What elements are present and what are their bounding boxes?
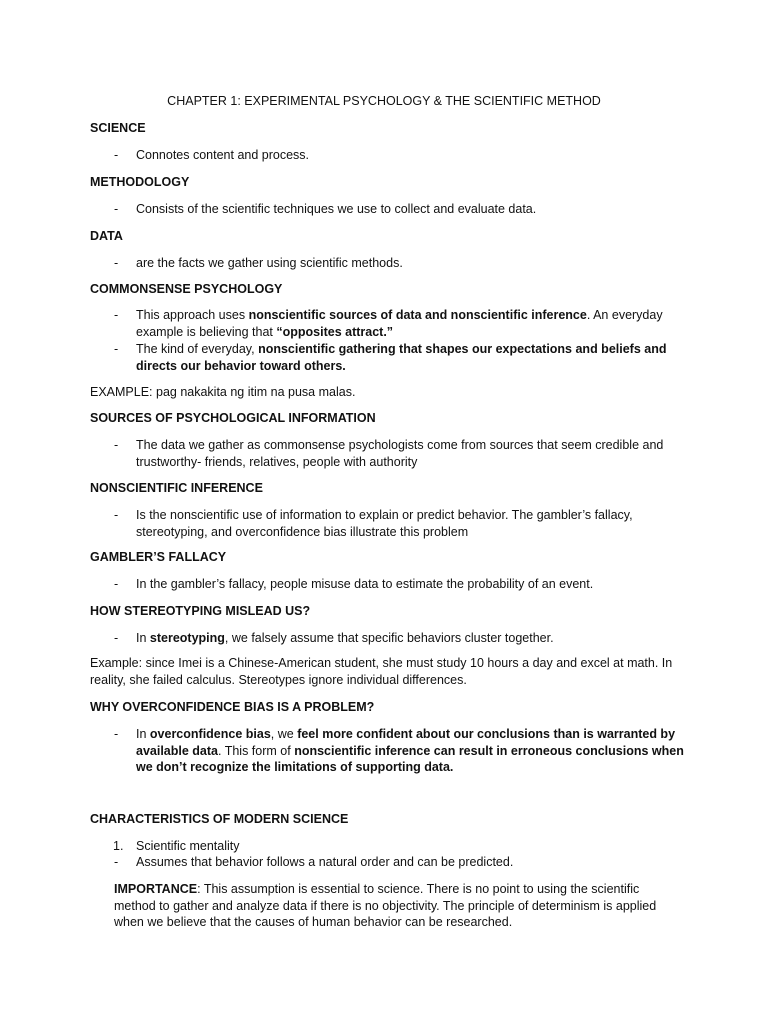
heading-gamblers-fallacy: GAMBLER’S FALLACY — [90, 550, 227, 564]
bullet-dash: - — [114, 855, 119, 869]
overconfidence-bullet-text: In overconfidence bias, we feel more confident about our conclusions than is warranted by available data. This form of nonscientific inference can result in erroneous conclusions when we don’t recognize the limitations of supporting data. — [136, 727, 684, 774]
heading-overconfidence: WHY OVERCONFIDENCE BIAS IS A PROBLEM? — [90, 700, 375, 714]
bullet-dash: - — [114, 148, 119, 162]
nonsci-bullet-text: Is the nonscientific use of information to explain or predict behavior. The gambler’s fallacy, stereotyping, and overconfidence bias illustrate this problem — [136, 508, 633, 539]
heading-data: DATA — [90, 229, 123, 243]
heading-science: SCIENCE — [90, 121, 146, 135]
heading-sources: SOURCES OF PSYCHOLOGICAL INFORMATION — [90, 411, 376, 425]
methodology-bullet-text: Consists of the scientific techniques we use to collect and evaluate data. — [136, 202, 537, 216]
commonsense-bullet-2: The kind of everyday, nonscientific gathering that shapes our expectations and beliefs and directs our behavior toward others. — [136, 342, 667, 373]
bullet-dash: - — [114, 308, 119, 322]
sources-bullet-text: The data we gather as commonsense psychologists come from sources that seem credible and trustworthy- friends, relatives, people with authority — [136, 438, 664, 469]
heading-nonscientific-inference: NONSCIENTIFIC INFERENCE — [90, 481, 263, 495]
bullet-dash: - — [114, 256, 119, 270]
list-number: 1. — [113, 839, 124, 853]
gambler-bullet-text: In the gambler’s fallacy, people misuse data to estimate the probability of an event. — [136, 577, 594, 591]
bullet-dash: - — [114, 202, 119, 216]
data-bullet-text: are the facts we gather using scientific methods. — [136, 256, 403, 270]
bullet-dash: - — [114, 508, 119, 522]
bullet-dash: - — [114, 727, 119, 741]
heading-modern-science: CHARACTERISTICS OF MODERN SCIENCE — [90, 812, 349, 826]
example-black-cat: EXAMPLE: pag nakakita ng itim na pusa malas. — [90, 385, 356, 399]
heading-commonsense: COMMONSENSE PSYCHOLOGY — [90, 282, 283, 296]
bullet-dash: - — [114, 438, 119, 452]
commonsense-bullet-1: This approach uses nonscientific sources of data and nonscientific inference. An everyday example is believing that “opposites attract.” — [136, 308, 663, 339]
mentality-bullet-text: Assumes that behavior follows a natural order and can be predicted. — [136, 855, 514, 869]
heading-stereotyping: HOW STEREOTYPING MISLEAD US? — [90, 604, 311, 618]
stereotyping-bullet-text: In stereotyping, we falsely assume that specific behaviors cluster together. — [136, 631, 554, 645]
bullet-dash: - — [114, 577, 119, 591]
heading-methodology: METHODOLOGY — [90, 175, 190, 189]
importance-paragraph: IMPORTANCE: This assumption is essential to science. There is no point to using the scientific method to gather and analyze data if there is no objectivity. The principle of determinism is applied when we believe that the causes of human behavior can be researched. — [114, 882, 657, 929]
chapter-title: CHAPTER 1: EXPERIMENTAL PSYCHOLOGY & THE SCIENTIFIC METHOD — [167, 94, 601, 108]
bullet-dash: - — [114, 342, 119, 356]
example-stereotype: Example: since Imei is a Chinese-American student, she must study 10 hours a day and excel at math. In reality, she failed calculus. Stereotypes ignore individual differences. — [90, 656, 673, 687]
scientific-mentality-item: Scientific mentality — [136, 839, 240, 853]
science-bullet-text: Connotes content and process. — [136, 148, 310, 162]
bullet-dash: - — [114, 631, 119, 645]
